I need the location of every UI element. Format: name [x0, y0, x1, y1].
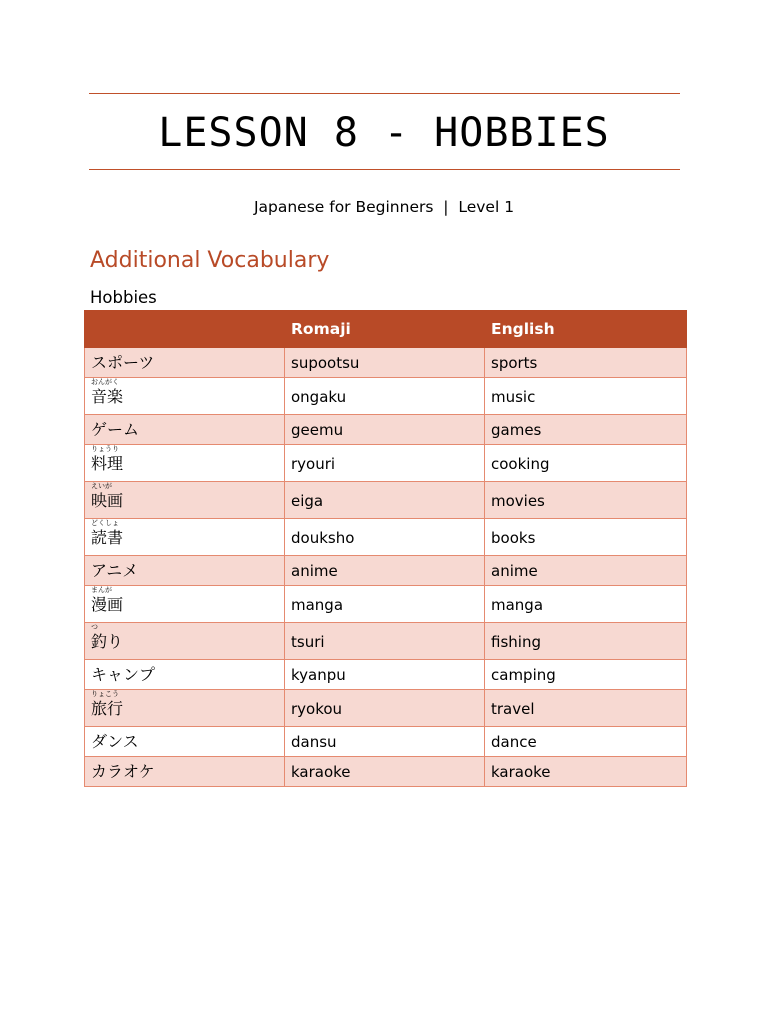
japanese-term [91, 665, 155, 685]
japanese-cell [85, 757, 285, 787]
japanese-word: アニメ [91, 560, 139, 580]
japanese-word: 音楽 [91, 387, 124, 406]
japanese-term [91, 420, 139, 440]
japanese-word: ゲーム [91, 419, 140, 439]
japanese-word: スポーツ [91, 352, 155, 372]
table-row [85, 757, 687, 787]
title-bottom-rule [89, 169, 680, 170]
table-row [85, 586, 687, 623]
romaji-cell: ryokou [285, 690, 485, 727]
english-cell: travel [485, 690, 687, 727]
japanese-term [91, 561, 138, 581]
romaji-cell: eiga [285, 482, 485, 519]
japanese-cell [85, 445, 285, 482]
japanese-word: 映画 [91, 491, 124, 510]
japanese-cell [85, 415, 285, 445]
english-cell: books [485, 519, 687, 556]
english-cell: movies [485, 482, 687, 519]
japanese-word: キャンプ [91, 664, 156, 684]
romaji-cell: supootsu [285, 348, 485, 378]
japanese-term [91, 690, 124, 719]
japanese-term [91, 378, 124, 407]
vocabulary-table [84, 310, 687, 787]
table-row [85, 690, 687, 727]
japanese-cell [85, 690, 285, 727]
japanese-cell [85, 378, 285, 415]
furigana-reading: えいが [91, 482, 112, 490]
japanese-cell [85, 660, 285, 690]
page-title: LESSON 8 - HOBBIES [158, 110, 610, 156]
japanese-term [91, 353, 154, 373]
furigana-reading: どくしょ [91, 519, 119, 527]
furigana-reading: まんが [91, 586, 112, 594]
table-row [85, 445, 687, 482]
romaji-cell: ryouri [285, 445, 485, 482]
english-cell: fishing [485, 623, 687, 660]
japanese-term [91, 623, 124, 652]
japanese-cell [85, 482, 285, 519]
japanese-term [91, 445, 124, 474]
romaji-cell: dansu [285, 727, 485, 757]
japanese-word: 釣り [91, 632, 124, 651]
column-header-english: English [485, 311, 687, 348]
table-row [85, 378, 687, 415]
table-row [85, 482, 687, 519]
romaji-cell: karaoke [285, 757, 485, 787]
english-cell: games [485, 415, 687, 445]
romaji-cell: tsuri [285, 623, 485, 660]
english-cell: manga [485, 586, 687, 623]
table-row [85, 519, 687, 556]
title-top-rule [89, 93, 680, 94]
table-header-row [85, 311, 687, 348]
furigana-reading: りょうり [91, 445, 119, 453]
furigana-reading: おんがく [91, 378, 119, 386]
japanese-cell [85, 556, 285, 586]
table-body [85, 348, 687, 787]
japanese-term [91, 482, 124, 511]
japanese-cell [85, 348, 285, 378]
romaji-cell: anime [285, 556, 485, 586]
japanese-term [91, 586, 124, 615]
japanese-cell [85, 623, 285, 660]
japanese-cell [85, 586, 285, 623]
table-row [85, 727, 687, 757]
romaji-cell: manga [285, 586, 485, 623]
english-cell: anime [485, 556, 687, 586]
japanese-word: 旅行 [91, 699, 124, 718]
section-heading: Additional Vocabulary [90, 248, 330, 273]
romaji-cell: ongaku [285, 378, 485, 415]
english-cell: cooking [485, 445, 687, 482]
japanese-term [91, 762, 155, 782]
english-cell: karaoke [485, 757, 687, 787]
table-row [85, 623, 687, 660]
romaji-cell: douksho [285, 519, 485, 556]
english-cell: music [485, 378, 687, 415]
table-caption: Hobbies [90, 288, 157, 307]
japanese-word: ダンス [91, 731, 139, 751]
english-cell: sports [485, 348, 687, 378]
romaji-cell: geemu [285, 415, 485, 445]
column-header-romaji: Romaji [285, 311, 485, 348]
japanese-word: 読書 [91, 528, 124, 547]
japanese-cell [85, 519, 285, 556]
furigana-reading: つ [91, 623, 98, 631]
page-subtitle: Japanese for Beginners | Level 1 [253, 198, 515, 216]
japanese-word: カラオケ [91, 761, 155, 781]
table-row [85, 348, 687, 378]
furigana-reading: りょこう [91, 690, 119, 698]
japanese-term [91, 519, 124, 548]
english-cell: dance [485, 727, 687, 757]
japanese-cell [85, 727, 285, 757]
english-cell: camping [485, 660, 687, 690]
table-row [85, 415, 687, 445]
table-row [85, 556, 687, 586]
japanese-word: 料理 [91, 454, 124, 473]
japanese-term [91, 732, 139, 752]
japanese-word: 漫画 [91, 595, 124, 614]
column-header-japanese [85, 311, 285, 348]
table-row [85, 660, 687, 690]
romaji-cell: kyanpu [285, 660, 485, 690]
